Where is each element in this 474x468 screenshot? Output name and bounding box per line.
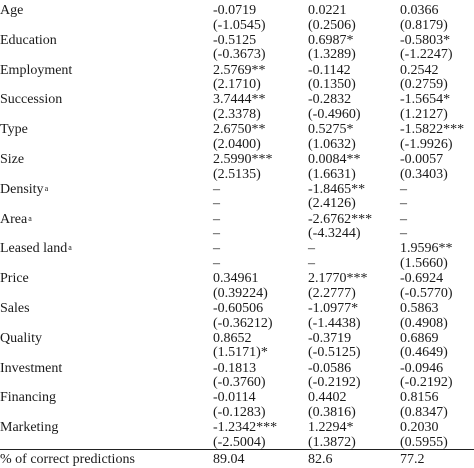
coefficient-cell: – (213, 211, 220, 227)
stat-cell: (-0.3673) (213, 47, 266, 63)
stat-cell: (2.4126) (308, 196, 356, 212)
coefficient-cell: -0.6924 (400, 271, 444, 287)
coefficient-cell: 0.34961 (213, 271, 259, 287)
stat-cell: (-1.4438) (308, 315, 361, 331)
stat-cell: (1.5660) (400, 255, 448, 271)
coefficient-cell: -0.0114 (213, 390, 256, 406)
coefficient-cell: 1.2294* (308, 420, 354, 436)
stat-cell: (0.8179) (400, 17, 448, 33)
table-row-se (0, 375, 474, 391)
stat-cell: (1.5171)* (213, 345, 268, 361)
coefficient-cell: – (213, 181, 220, 197)
table-row-se (0, 256, 474, 272)
coefficient-cell: -2.6762*** (308, 211, 373, 227)
coefficient-cell: -0.1142 (308, 62, 351, 78)
stat-cell: – (400, 196, 407, 212)
table-row-se (0, 47, 474, 63)
stat-cell: (0.2506) (308, 17, 356, 33)
row-label-text: Succession (0, 92, 63, 108)
row-label-text: Density (0, 181, 44, 197)
stat-cell: – (213, 226, 220, 242)
coefficient-cell: -0.3719 (308, 330, 352, 346)
stat-cell: (0.4908) (400, 315, 448, 331)
table-row-se (0, 77, 474, 93)
stat-cell: (2.0400) (213, 136, 261, 152)
coefficient-cell: -1.0977* (308, 301, 359, 316)
stat-cell: (-0.5770) (400, 285, 453, 301)
table-row-se (0, 345, 474, 361)
footer-value: 77.2 (400, 452, 425, 467)
stat-cell: (-0.36212) (213, 315, 273, 331)
coefficient-cell: 0.8652 (213, 330, 252, 346)
stat-cell: (0.5955) (400, 434, 448, 450)
stat-cell: (2.1710) (213, 77, 261, 93)
stat-cell: – (213, 255, 220, 271)
coefficient-cell: 0.6987* (308, 32, 354, 48)
stat-cell: (-0.1283) (213, 404, 266, 420)
coefficient-cell: -0.2832 (308, 92, 352, 108)
coefficient-cell: 1.9596** (400, 241, 453, 257)
coefficient-cell: – (308, 241, 315, 257)
stat-cell: – (400, 226, 407, 242)
stat-cell: (0.1350) (308, 77, 356, 93)
coefficient-cell: -0.0057 (400, 152, 444, 167)
stat-cell: (0.2759) (400, 77, 448, 93)
coefficient-cell: -0.0586 (308, 360, 352, 376)
coefficient-cell: -1.5822*** (400, 122, 465, 138)
footnote-marker: a (68, 243, 72, 253)
stat-cell: (0.3403) (400, 166, 448, 182)
table-row-se (0, 196, 474, 212)
row-label-text: Financing (0, 390, 56, 406)
table-rule (0, 449, 474, 450)
stat-cell: (-1.9926) (400, 136, 453, 152)
coefficient-cell: -0.1813 (213, 360, 257, 376)
coefficient-cell: 0.4402 (308, 390, 347, 406)
row-label-text: Quality (0, 330, 42, 346)
coefficient-cell: 0.5275* (308, 122, 354, 138)
coefficient-cell: 0.0221 (308, 3, 347, 18)
stat-cell: (1.3872) (308, 434, 356, 450)
stat-cell: (0.8347) (400, 404, 448, 420)
stat-cell: (0.3816) (308, 404, 356, 420)
footnote-marker: a (28, 213, 32, 223)
footer-label: % of correct predictions (0, 452, 135, 467)
coefficient-cell: 0.0084** (308, 152, 361, 167)
stat-cell: – (213, 196, 220, 212)
row-label-text: Investment (0, 360, 63, 376)
table-row-se (0, 316, 474, 332)
stat-cell: (0.39224) (213, 285, 268, 301)
stat-cell: (1.0632) (308, 136, 356, 152)
coefficient-cell: 3.7444** (213, 92, 266, 108)
coefficient-cell: -0.60506 (213, 301, 264, 316)
stat-cell: (-1.0545) (213, 17, 266, 33)
coefficient-cell: 2.6750** (213, 122, 266, 138)
stat-cell: (2.3378) (213, 106, 261, 122)
row-label-text: Type (0, 122, 28, 138)
coefficient-cell: -1.5654* (400, 92, 451, 108)
stat-cell: (2.2777) (308, 285, 356, 301)
stat-cell: (2.5135) (213, 166, 261, 182)
row-label-text: Employment (0, 62, 73, 78)
coefficient-cell: – (400, 211, 407, 227)
coefficient-cell: -1.2342*** (213, 420, 278, 436)
row-label-text: Area (0, 211, 28, 227)
coefficient-cell: -0.0719 (213, 3, 257, 18)
stat-cell: (-1.2247) (400, 47, 453, 63)
coefficient-cell: – (400, 181, 407, 197)
row-label-text: Price (0, 271, 29, 287)
stat-cell: (1.3289) (308, 47, 356, 63)
coefficient-cell: 2.5769** (213, 62, 266, 78)
row-label-text: Age (0, 3, 24, 18)
stat-cell: – (308, 255, 315, 271)
stat-cell: (-4.3244) (308, 226, 361, 242)
table-row-se (0, 405, 474, 421)
coefficient-cell: 0.6869 (400, 330, 439, 346)
table-row-se (0, 107, 474, 123)
stat-cell: (-0.2192) (400, 375, 453, 391)
stat-cell: (1.2127) (400, 106, 448, 122)
table-row-se (0, 18, 474, 34)
row-label-text: Leased land (0, 241, 68, 257)
table-row-se (0, 286, 474, 302)
coefficient-cell: 0.0366 (400, 3, 439, 18)
stat-cell: (1.6631) (308, 166, 356, 182)
table-row-se (0, 137, 474, 153)
row-label-text: Size (0, 152, 25, 167)
coefficient-cell: -0.0946 (400, 360, 444, 376)
coefficient-cell: 2.1770*** (308, 271, 368, 287)
row-label-text: Sales (0, 301, 30, 316)
table-row-se (0, 226, 474, 242)
coefficient-cell: 0.2030 (400, 420, 439, 436)
coefficient-cell: -0.5125 (213, 32, 257, 48)
row-label-text: Marketing (0, 420, 59, 436)
footer-value: 89.04 (213, 452, 245, 467)
stat-cell: (-0.4960) (308, 106, 361, 122)
coefficient-cell: 0.8156 (400, 390, 439, 406)
footnote-marker: a (44, 183, 49, 193)
coefficient-cell: -1.8465** (308, 181, 366, 197)
footer-row (0, 452, 474, 468)
coefficient-cell: 2.5990*** (213, 152, 273, 167)
row-label-text: Education (0, 32, 57, 48)
footer-value: 82.6 (308, 452, 333, 467)
coefficient-cell: – (213, 241, 220, 257)
stat-cell: (-0.2192) (308, 375, 361, 391)
table-row-se (0, 167, 474, 183)
coefficient-cell: 0.2542 (400, 62, 439, 78)
stat-cell: (0.4649) (400, 345, 448, 361)
stat-cell: (-0.3760) (213, 375, 266, 391)
stat-cell: (-0.5125) (308, 345, 361, 361)
coefficient-cell: -0.5803* (400, 32, 451, 48)
coefficient-cell: 0.5863 (400, 301, 439, 316)
stat-cell: (-2.5004) (213, 434, 266, 450)
